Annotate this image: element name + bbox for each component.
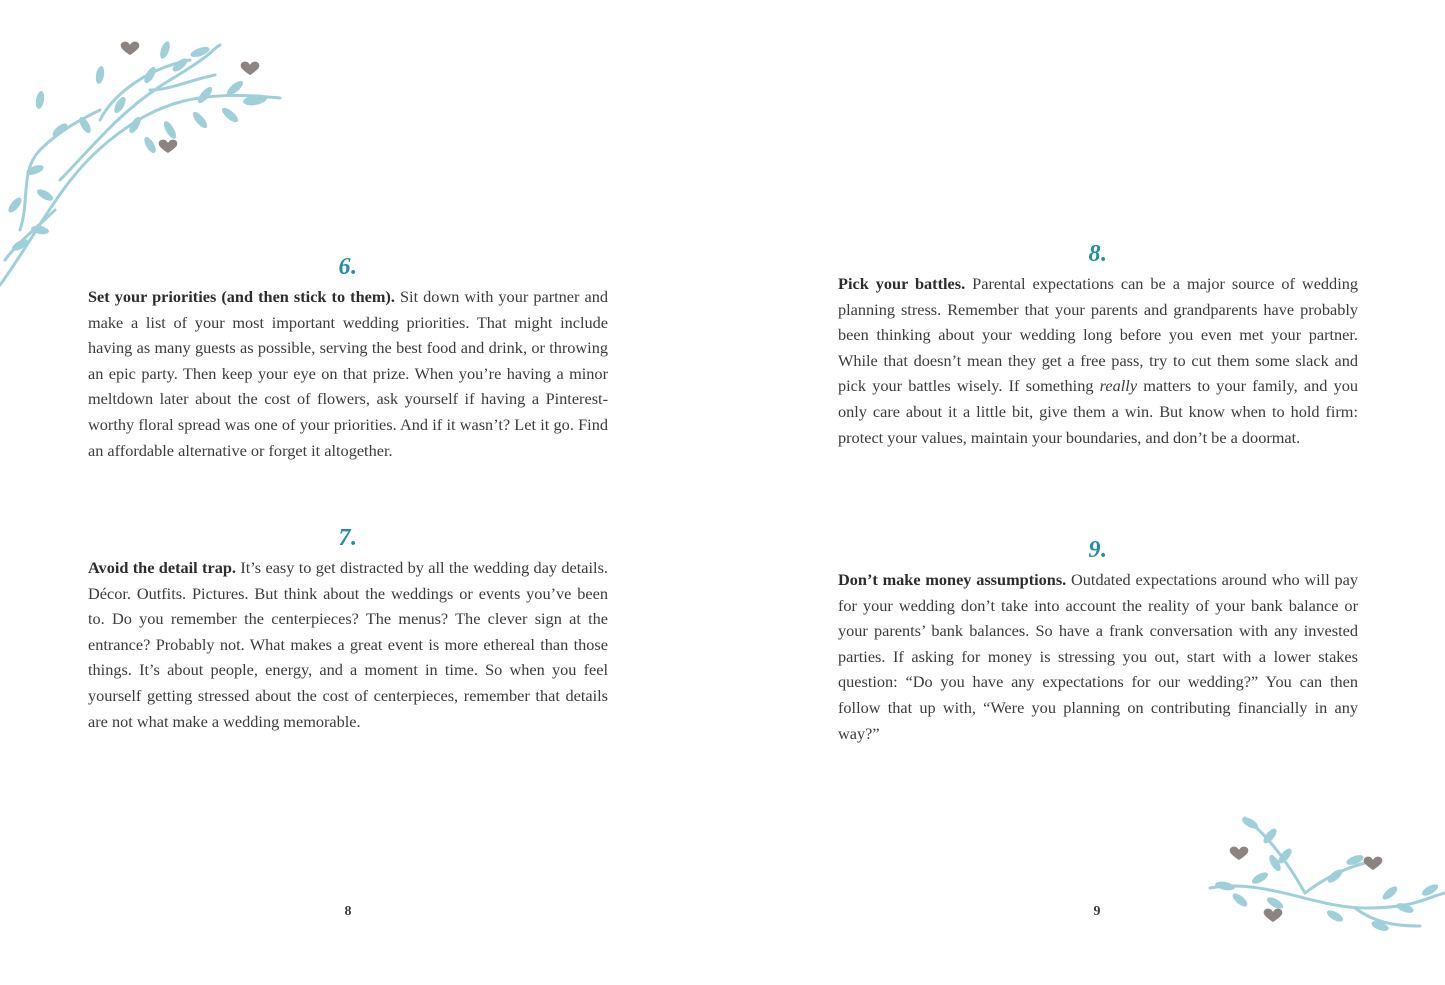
tip-9 [838,537,1358,746]
tip-title: Avoid the detail trap. [88,558,236,577]
right-page [723,0,1445,985]
left-page [0,0,722,985]
page-number: 9 [1093,904,1101,919]
tip-title: Don’t make money assumptions. [838,570,1067,589]
tip-body: Sit down with your partner and make a list of your most important wedding priorities. That might include having as many guests as possible, serving the best food and drink, or throwing an epic party. Then keep your eye on that prize. When you’re having a minor meltdown later about the cost of flowers, ask yourself if having a Pinterest-worthy floral spread was one of your priorities. And if it wasn’t? Let it go. Find an affordable alternative or forget it altogether. [88,287,608,460]
tip-number: 9. [1088,537,1108,563]
tip-number: 7. [338,525,358,551]
tip-title: Pick your battles. [838,274,966,293]
tip-8 [838,241,1358,450]
tip-paragraph [88,284,608,463]
tip-6 [88,254,608,463]
page-number: 8 [344,904,352,919]
tip-paragraph [838,271,1358,450]
tip-body: It’s easy to get distracted by all the wedding day details. Décor. Outfits. Pictures. But think about the weddings or events you’ve been to. Do you remember the centerpieces? The menus? The clever sign at the entrance? Probably not. What makes a great event is more ethereal than those things. It’s about people, energy, and a moment in time. So when you feel yourself getting stressed about the cost of centerpieces, remember that details are not what make a wedding memorable. [88,558,608,731]
tip-paragraph [838,567,1358,746]
tip-emphasis: really [1099,376,1138,396]
tip-title: Set your priorities (and then stick to them). [88,287,395,306]
tip-body: matters to your family, and you only care about it a little bit, give them a win. But know when to hold firm: protect your values, maintain your boundaries, and don’t be a doormat. [838,376,1359,447]
tip-number: 6. [338,254,358,280]
tip-number: 8. [1088,241,1108,267]
tip-paragraph [88,555,608,734]
tip-7 [88,525,608,734]
tip-body: Parental expectations can be a major source of wedding planning stress. Remember that your parents and grandparents have probably been thinking about your wedding long before you even met your partner. While that doesn’t mean they get a free pass, try to cut them some slack and pick your battles wisely. If something [838,274,1359,396]
tip-body: Outdated expectations around who will pay for your wedding don’t take into account the reality of your bank balance or your parents’ bank balances. So have a frank conversation with any invested parties. If asking for money is stressing you out, start with a lower stakes question: “Do you have any expectations for our wedding?” You can then follow that up with, “Were you planning on contributing financially in any way?” [838,570,1358,743]
